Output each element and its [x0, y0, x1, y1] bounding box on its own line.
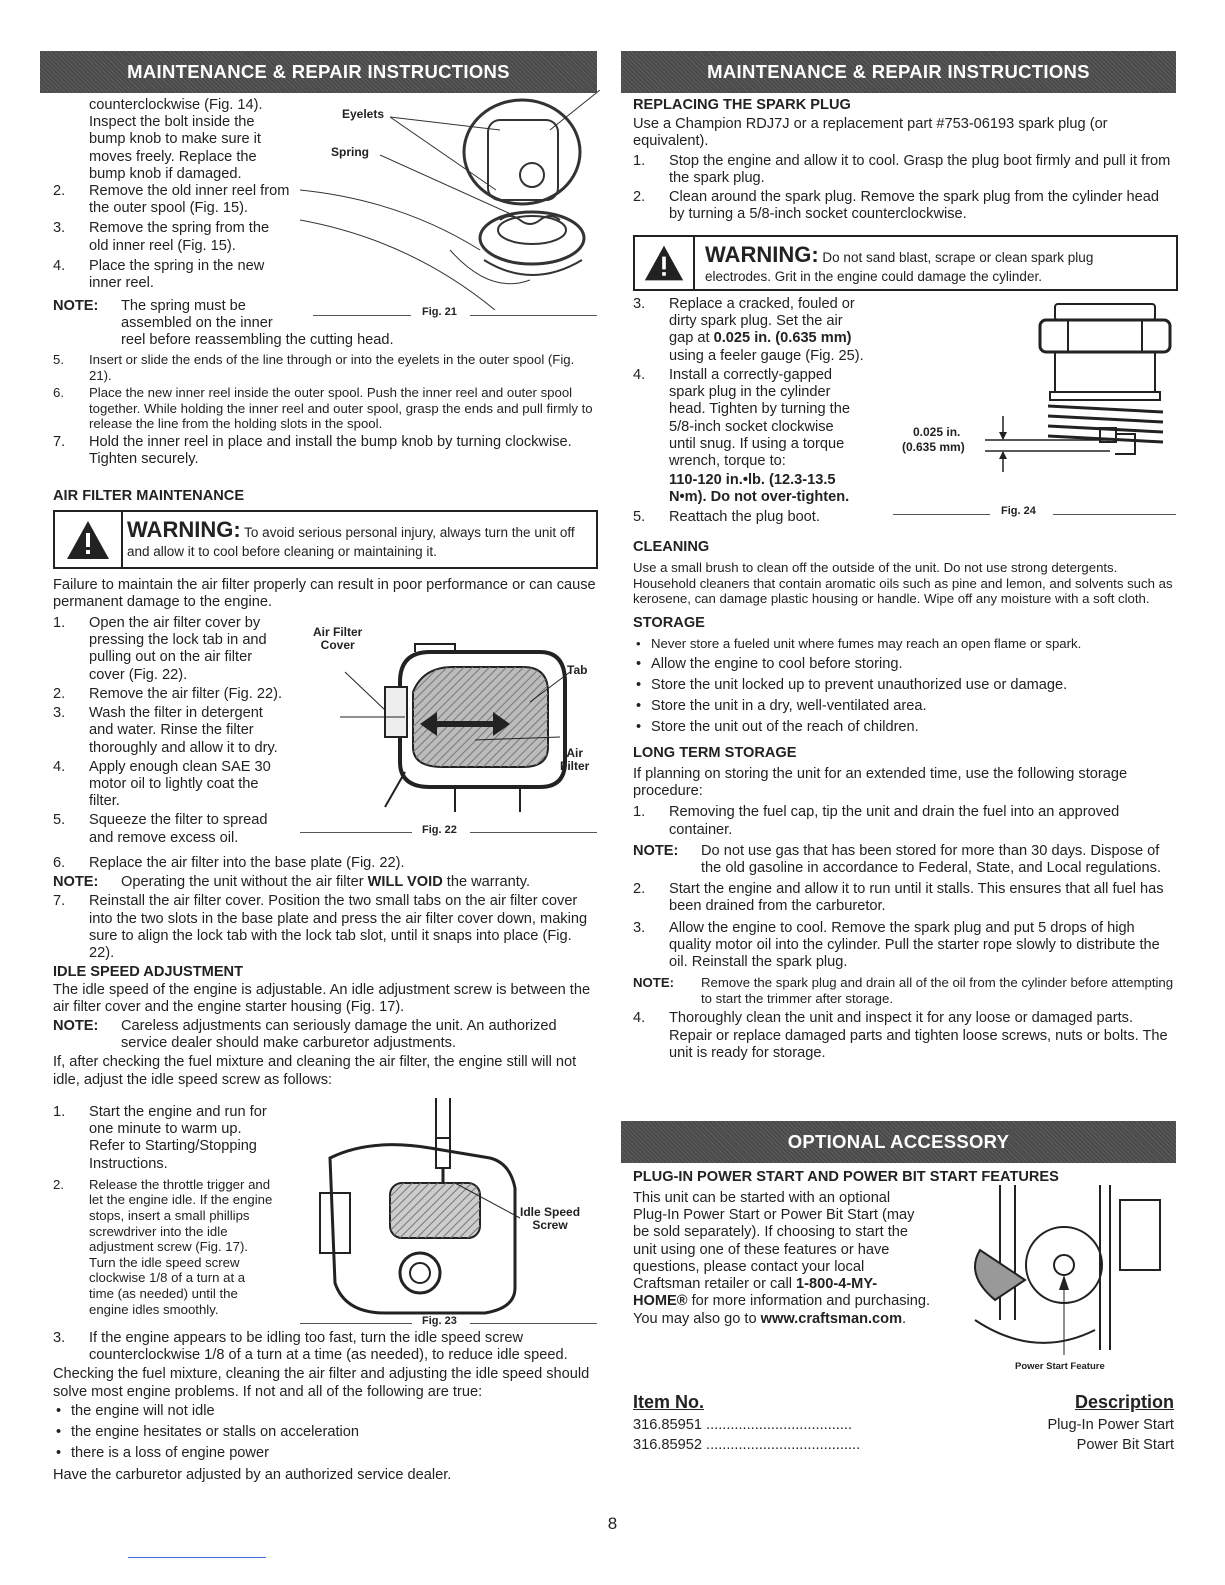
idle-speed-screw-label: Idle Speed Screw: [520, 1205, 581, 1233]
fig21-rule-right: [470, 315, 597, 316]
idle-paragraph-3: Checking the fuel mixture, cleaning the air filter and adjusting the idle speed should solve most engine problems. If not and all of the following are true:: [53, 1366, 590, 1400]
list-item: 2. Start the engine and allow it to run until it stalls. This ensures that all fuel has been drained from the carburetor.: [633, 881, 1164, 915]
optional-accessory-banner: OPTIONAL ACCESSORY: [621, 1121, 1176, 1163]
air-steps-2: [53, 855, 598, 1089]
list-item: 1. Removing the fuel cap, tip the unit and drain the fuel into an approved container.: [633, 804, 1120, 838]
fig22-rule-left: [300, 832, 412, 833]
list-item: 1. Start the engine and run for one minute to warm up. Refer to Starting/Stopping Instructions.: [53, 1104, 267, 1172]
section-banner-left: MAINTENANCE & REPAIR INSTRUCTIONS: [40, 51, 597, 93]
list-item: 6. Replace the air filter into the base plate (Fig. 22).: [53, 855, 405, 871]
list-item: 5. Squeeze the filter to spread and remove excess oil.: [53, 812, 268, 846]
bottom-rule: [128, 1557, 266, 1558]
warning-triangle-icon: [65, 519, 111, 561]
note-warranty: NOTE: Operating the unit without the air filter WILL VOID the warranty.: [53, 874, 531, 891]
list-item: 5. Insert or slide the ends of the line through or into the eyelets in the outer spool (Fig. 21).: [53, 352, 575, 383]
warning-word: WARNING:: [705, 242, 819, 267]
gap-mm-label: (0.635 mm): [902, 440, 965, 454]
intro-text: counterclockwise (Fig. 14). Inspect the bolt inside the bump knob to make sure it moves freely. Replace the bump knob if damaged.: [89, 97, 263, 182]
note-spring: NOTE: The spring must be assembled on the inner reel before reassembling the cutting head.: [53, 298, 394, 349]
idle-paragraph: The idle speed of the engine is adjustable. An idle adjustment screw is between the air filter cover and the engine starter housing (Fig. 17).: [53, 981, 591, 1015]
fig21-caption: Fig. 21: [422, 306, 457, 318]
list-item: 7. Hold the inner reel in place and install the bump knob by turning clockwise. Tighten securely.: [53, 433, 572, 468]
idle-steps: [53, 1104, 313, 1317]
air-paragraph: Failure to maintain the air filter properly can result in poor performance or can cause permanent damage to the engine.: [53, 577, 596, 611]
power-start-illustration: [960, 1180, 1175, 1360]
list-item: • Never store a fueled unit where fumes may reach an open flame or spark.: [633, 636, 1176, 652]
fig23-caption: Fig. 23: [422, 1315, 457, 1327]
item-no-header: Item No.: [633, 1392, 705, 1412]
reel-steps: [53, 183, 313, 292]
idle-paragraph-2: If, after checking the fuel mixture and cleaning the air filter, the engine still will not idle, adjust the idle speed screw as follows:: [53, 1054, 577, 1088]
air-filter-cover-label: Air Filter Cover: [313, 625, 363, 653]
description-header: Description: [1074, 1392, 1174, 1412]
list-item: 2. Release the throttle trigger and let the engine idle. If the engine stops, insert a small phillips screwdriver into the idle adjustment screw (Fig. 17). Turn the idle speed screw clockwise 1/8 of a turn at a time (as needed) until the engine idles smoothly.: [53, 1176, 273, 1317]
fig23-rule-right: [470, 1323, 597, 1324]
spark-paragraph: Use a Champion RDJ7J or a replacement part #753-06193 spark plug (or equivalent).: [633, 116, 1108, 150]
air-filter-heading: AIR FILTER MAINTENANCE: [53, 488, 245, 504]
list-item: 7. Reinstall the air filter cover. Position the two small tabs on the air filter cover into the two slots in the base plate and press the air filter cover down, making sure to align the lock tab with the lock tab slot, until it snaps into place (Fig. 22).: [53, 893, 588, 962]
note-gas: NOTE: Do not use gas that has been stored for more than 30 days. Dispose of the old gasoline in accordance to Federal, State, and Local regulations.: [633, 842, 1162, 876]
plug-in-heading: PLUG-IN POWER START AND POWER BIT START FEATURES: [633, 1169, 1059, 1185]
list-item: • the engine hesitates or stalls on acceleration: [53, 1424, 598, 1441]
list-item: 5. Reattach the plug boot.: [633, 508, 820, 525]
eyelets-label: Eyelets: [342, 107, 385, 121]
warning-triangle-icon: [643, 243, 685, 283]
list-item: • Store the unit out of the reach of children.: [633, 719, 1176, 736]
list-item: • Store the unit locked up to prevent unauthorized use or damage.: [633, 677, 1176, 694]
fig23-rule-left: [300, 1323, 412, 1324]
table-row: 316.85951 ....................................: [633, 1417, 853, 1433]
spark-steps-2: [633, 296, 883, 526]
section-banner-right: MAINTENANCE & REPAIR INSTRUCTIONS: [621, 51, 1176, 93]
figure-24: [890, 296, 1180, 501]
fig24-rule-right: [1053, 514, 1176, 515]
plug-in-text: This unit can be started with an optional Plug-In Power Start or Power Bit Start (may be sold separately). If choosing to start the unit using one of these features or have questions, please contact your local Craftsman retailer or call 1-800-4-MY- HOME® for more information and purchasing. You may also go to www.craftsman.com.: [633, 1190, 931, 1327]
fig21-rule-left: [313, 315, 411, 316]
list-item: 4. Install a correctly-gapped spark plug in the cylinder head. Tighten by turning the 5/8-inch socket clockwise until snug. If using a torque wrench, torque to: 110-120 in.•lb. (12.3-13.5 N•m). Do not over-tighten.: [633, 366, 850, 506]
power-start-figure: [960, 1180, 1175, 1360]
list-item: 4. Place the spring in the new inner reel.: [53, 257, 265, 292]
list-item: 2. Remove the old inner reel from the outer spool (Fig. 15).: [53, 183, 290, 217]
fig22-caption: Fig. 22: [422, 824, 457, 836]
list-item: 1. Open the air filter cover by pressing the lock tab in and pulling out on the air filter cover (Fig. 22).: [53, 615, 267, 683]
warning-box-air: WARNING: To avoid serious personal injury, always turn the unit off and allow it to cool before cleaning or maintaining it.: [53, 510, 598, 569]
storage-heading: STORAGE: [633, 614, 705, 631]
spool-illustration: [300, 90, 600, 310]
list-item: 2. Clean around the spark plug. Remove the spark plug from the cylinder head by turning a 5/8-inch socket counterclockwise.: [633, 189, 1159, 223]
list-item: • the engine will not idle: [53, 1403, 598, 1420]
long-term-storage-heading: LONG TERM STORAGE: [633, 744, 797, 761]
cleaning-paragraph: Use a small brush to clean off the outside of the unit. Do not use strong detergents. Household cleaners that contain aromatic oils such as pine and lemon, and solvents such as kerosene, can damage plastic housing or handle. Wipe off any moisture with a soft cloth.: [633, 560, 1173, 607]
lts-paragraph: If planning on storing the unit for an extended time, use the following storage procedure:: [633, 765, 1128, 800]
table-cell-description: Plug-In Power Start: [1047, 1417, 1174, 1433]
fig22-rule-right: [470, 832, 597, 833]
figure-22: [305, 622, 600, 822]
note-careless: NOTE: Careless adjustments can seriously damage the unit. An authorized service dealer should make carburetor adjustments.: [53, 1017, 557, 1052]
table-cell-description: Power Bit Start: [1076, 1437, 1174, 1453]
figure-23: [310, 1098, 600, 1323]
reel-steps-2: [53, 352, 598, 468]
list-item: 3. Remove the spring from the old inner reel (Fig. 15).: [53, 220, 270, 254]
list-item: 6. Place the new inner reel inside the outer spool. Push the inner reel and outer spool together. While holding the inner reel and outer spool, grasp the ends and pull firmly to release the line from the holding slots in the spool.: [53, 385, 593, 432]
idle-paragraph-4: Have the carburetor adjusted by an authorized service dealer.: [53, 1466, 452, 1483]
cleaning-heading: CLEANING: [633, 539, 710, 555]
idle-heading: IDLE SPEED ADJUSTMENT: [53, 964, 244, 981]
spring-label: Spring: [331, 145, 369, 159]
power-start-label: Power Start Feature: [1015, 1361, 1105, 1372]
air-filter-label: Air Filter: [560, 746, 590, 774]
note-oil: NOTE: Remove the spark plug and drain all of the oil from the cylinder before attempting to start the trimmer after storage.: [633, 975, 1174, 1006]
list-item: 2. Remove the air filter (Fig. 22).: [53, 685, 283, 702]
spark-section: [633, 97, 1176, 224]
page-number: 8: [607, 1514, 618, 1533]
list-item: • Store the unit in a dry, well-ventilated area.: [633, 698, 1176, 715]
list-item: 1. Stop the engine and allow it to cool. Grasp the plug boot firmly and pull it from the spark plug.: [633, 152, 1171, 186]
figure-21: [300, 90, 600, 310]
website-link[interactable]: www.craftsman.com: [760, 1310, 903, 1327]
list-item: 3. Replace a cracked, fouled or dirty spark plug. Set the air gap at 0.025 in. (0.635 mm) using a feeler gauge (Fig. 25).: [633, 296, 864, 364]
list-item: 3. If the engine appears to be idling too fast, turn the idle speed screw counterclockwise 1/8 of a turn at a time (as needed), to reduce idle speed.: [53, 1330, 568, 1364]
gap-inches-label: 0.025 in.: [913, 425, 961, 439]
spark-heading: REPLACING THE SPARK PLUG: [633, 97, 851, 113]
idle-final: [53, 1330, 598, 1484]
warning-word: WARNING:: [127, 517, 241, 542]
warning-box-spark: WARNING: Do not sand blast, scrape or clean spark plug electrodes. Grit in the engine could damage the cylinder.: [633, 235, 1178, 291]
list-item: 3. Wash the filter in detergent and water. Rinse the filter thoroughly and allow it to dry.: [53, 705, 278, 756]
list-item: • there is a loss of engine power: [53, 1445, 598, 1462]
list-item: 4. Apply enough clean SAE 30 motor oil to lightly coat the filter.: [53, 758, 271, 810]
fig24-caption: Fig. 24: [1001, 505, 1036, 517]
table-row: 316.85952 ......................................: [633, 1437, 861, 1453]
list-item: • Allow the engine to cool before storing.: [633, 656, 1176, 673]
air-steps: [53, 615, 313, 847]
cleaning-storage-section: [633, 539, 1176, 1062]
spark-plug-illustration: [890, 296, 1180, 501]
phone-number: 1-800-4-MY-: [796, 1276, 878, 1293]
tab-label: Tab: [567, 663, 588, 677]
list-item: 3. Allow the engine to cool. Remove the spark plug and put 5 drops of high quality motor oil into the cylinder. Pull the starter rope slowly to distribute the oil. Reinstall the spark plug.: [633, 919, 1160, 971]
fig24-rule-left: [893, 514, 990, 515]
list-item: 4. Thoroughly clean the unit and inspect it for any loose or damaged parts. Repair or replace damaged parts and tighten loose screws, nuts or bolts. The unit is ready for storage.: [633, 1010, 1168, 1061]
